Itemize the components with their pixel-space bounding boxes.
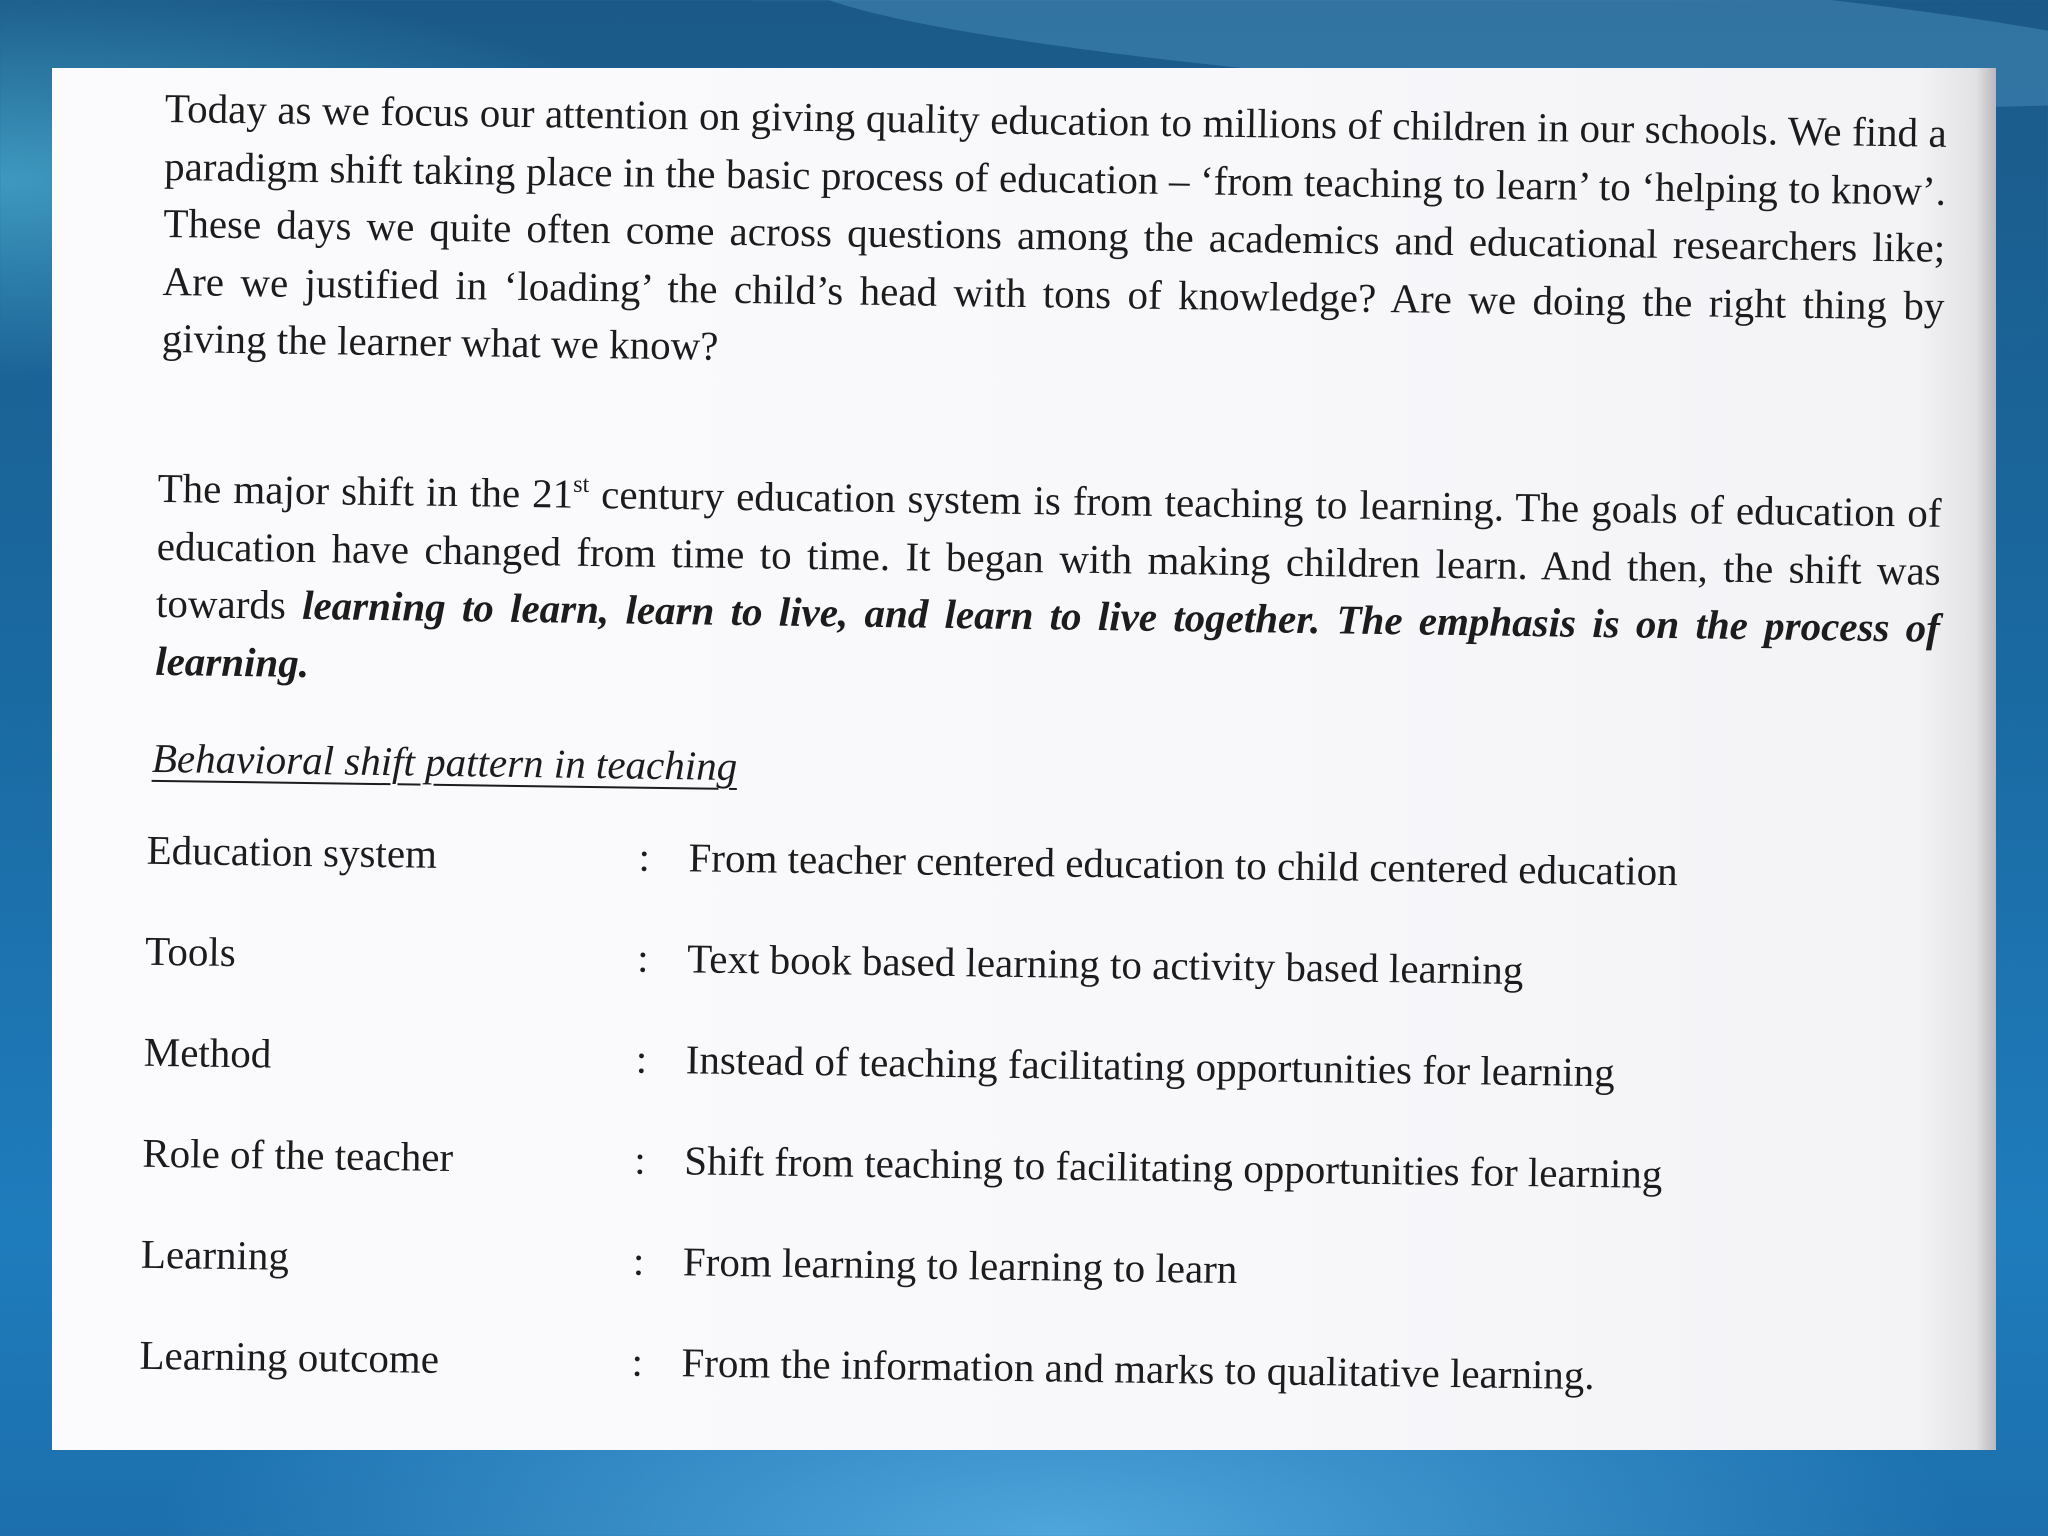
row-label: Education system (146, 826, 438, 877)
row-label: Tools (144, 927, 237, 976)
shift-paragraph (155, 460, 1942, 715)
row-value: Text book based learning to activity based learning (686, 935, 1524, 994)
row-value: From learning to learning to learn (682, 1238, 1238, 1293)
ordinal-suffix: st (573, 471, 590, 498)
shift-text-middle: century education system is from teaching to learning. The goals of education of education have changed from time to time. It began with making children learn. And then, the shift was towards (155, 470, 1942, 628)
row-label: Method (143, 1028, 272, 1077)
shift-table (139, 826, 1947, 1450)
row-separator: : (636, 934, 649, 981)
row-value: From the information and marks to qualitative learning. (681, 1339, 1595, 1399)
row-separator: : (631, 1338, 644, 1385)
row-separator: : (634, 1136, 647, 1183)
row-label: Learning outcome (139, 1331, 440, 1382)
row-separator: : (632, 1237, 645, 1284)
row-label: Learning (140, 1230, 290, 1279)
shift-text-start: The major shift in the 21 (157, 464, 574, 517)
row-separator: : (638, 833, 651, 880)
section-heading: Behavioral shift pattern in teaching (151, 734, 738, 790)
row-label: Role of the teacher (142, 1129, 454, 1181)
page-content (52, 68, 1996, 1450)
row-value: From teacher centered education to child centered education (688, 834, 1679, 895)
row-value: Instead of teaching facilitating opportunities for learning (685, 1036, 1616, 1096)
row-value: Shift from teaching to facilitating opportunities for learning (684, 1137, 1663, 1197)
intro-paragraph: Today as we focus our attention on giving quality education to millions of children in our schools. We find a paradigm shift taking place in the basic process of education – ‘from teaching to learn’ to ‘helping to know’. These days we quite often come across questions among the academics and educational researchers like; Are we justified in ‘loading’ the child’s head with tons of knowledge? Are we doing the right thing by giving the learner what we know? (161, 84, 1948, 369)
scanned-page (52, 68, 1996, 1450)
shift-emphasis: learning to learn, learn to live, and learn to live together. The emphasis is on the process of learning. (154, 581, 1941, 686)
row-separator: : (635, 1035, 648, 1082)
page-edge-shadow (1976, 68, 1996, 1450)
